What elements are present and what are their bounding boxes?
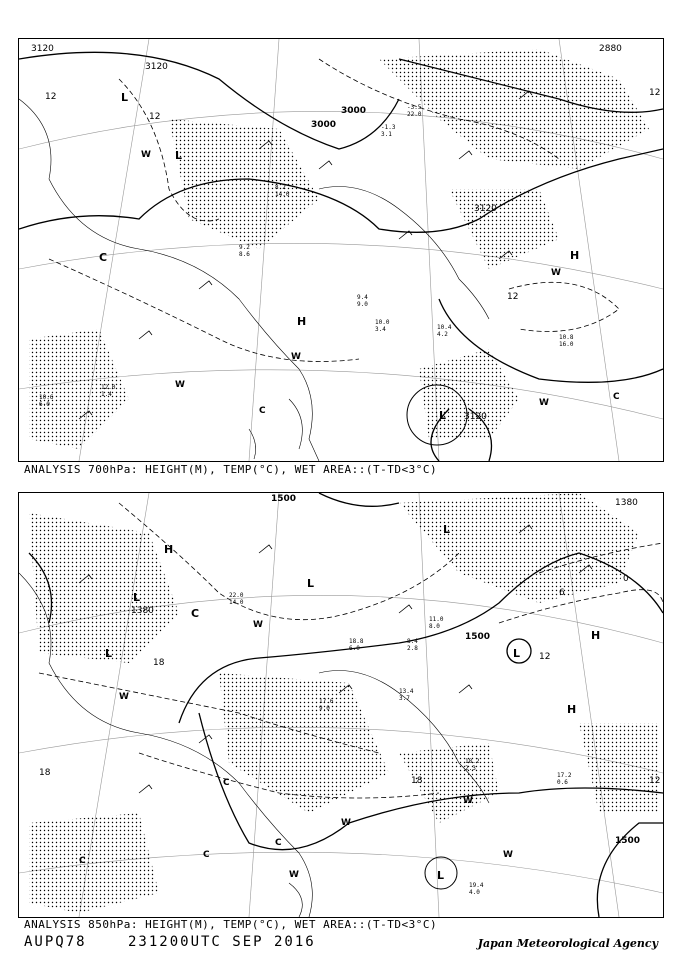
obs-value: 10.0 — [375, 319, 390, 326]
obs-value: 22.0 — [229, 592, 244, 599]
obs-value: 9.2 — [239, 244, 250, 251]
obs-value: 17.2 — [557, 772, 572, 779]
obs-value: 2.3 — [465, 765, 476, 772]
cold-marker: C — [191, 607, 200, 620]
obs-value: 3.1 — [381, 131, 392, 138]
high-marker: H — [570, 249, 580, 262]
obs-value: 6.0 — [349, 645, 360, 652]
contour-label: 3000 — [341, 106, 367, 116]
cold-marker: C — [223, 778, 230, 788]
low-marker: L — [307, 577, 315, 590]
contour-label: 3120 — [474, 204, 497, 214]
warm-marker: W — [253, 620, 263, 630]
obs-value: 14.0 — [275, 191, 290, 198]
cold-marker: C — [613, 392, 620, 402]
warm-marker: W — [539, 398, 549, 408]
obs-value: -3.5 — [407, 104, 422, 111]
obs-value: 4.2 — [437, 331, 448, 338]
obs-value: 14.0 — [229, 599, 244, 606]
obs-value: 3.7 — [399, 695, 410, 702]
obs-value: 11.0 — [429, 616, 444, 623]
isotherm-label: 6 — [559, 588, 565, 598]
high-marker: H — [567, 703, 577, 716]
obs-value: 22.0 — [407, 111, 422, 118]
isotherm-label: 12 — [649, 88, 661, 98]
isotherm-label: 12 — [149, 112, 161, 122]
contour-label: 1500 — [465, 632, 491, 642]
cold-marker: C — [203, 850, 210, 860]
cold-marker: C — [259, 406, 266, 416]
obs-value: 8.4 — [407, 638, 418, 645]
obs-value: 2.8 — [407, 645, 418, 652]
isotherm-label: 18 — [153, 658, 165, 668]
wet-area-700 — [29, 49, 649, 449]
low-marker: L — [437, 869, 445, 882]
valid-time: 231200UTC SEP 2016 — [128, 934, 316, 950]
obs-value: 4.0 — [469, 889, 480, 896]
high-marker: H — [164, 543, 174, 556]
map-panel-700hpa — [18, 38, 664, 462]
obs-value: -1.3 — [381, 124, 396, 131]
obs-value: 1.4 — [101, 391, 112, 398]
obs-value: 18.2 — [465, 758, 480, 765]
wet-area-850 — [29, 493, 659, 913]
warm-marker: W — [463, 796, 473, 806]
obs-value: 8.6 — [239, 251, 250, 258]
agency-credit: Japan Meteorological Agency — [477, 937, 658, 950]
warm-marker: W — [291, 352, 301, 362]
warm-marker: W — [341, 818, 351, 828]
obs-value: 18.8 — [349, 638, 364, 645]
panel-caption-700hpa: ANALYSIS 700hPa: HEIGHT(M), TEMP(°C), WET AREA::(T-TD<3°C) — [24, 463, 438, 476]
cold-marker: C — [99, 251, 108, 264]
contour-label: 1380 — [615, 498, 638, 508]
obs-value: 13.4 — [399, 688, 414, 695]
panel-caption-850hpa: ANALYSIS 850hPa: HEIGHT(M), TEMP(°C), WET AREA::(T-TD<3°C) — [24, 918, 438, 931]
warm-marker: W — [175, 380, 185, 390]
high-marker: H — [297, 315, 307, 328]
low-marker: L — [121, 91, 129, 104]
cold-marker: C — [275, 838, 282, 848]
warm-marker: W — [119, 692, 129, 702]
product-code: AUPQ78 — [24, 934, 87, 950]
contour-label: 3120 — [464, 412, 487, 422]
warm-marker: W — [503, 850, 513, 860]
obs-value: 19.4 — [469, 882, 484, 889]
contour-label: 1380 — [131, 606, 154, 616]
low-marker: L — [439, 409, 447, 422]
high-marker: H — [591, 629, 601, 642]
warm-marker: W — [289, 870, 299, 880]
obs-value: 3.4 — [375, 326, 386, 333]
obs-value: 0.6 — [557, 779, 568, 786]
obs-value: 16.0 — [559, 341, 574, 348]
map-panel-850hpa — [18, 492, 664, 918]
obs-value: 8.2 — [275, 184, 286, 191]
isotherm-label: 18 — [39, 768, 51, 778]
obs-value: 9.0 — [357, 301, 368, 308]
warm-marker: W — [551, 268, 561, 278]
obs-value: 10.4 — [437, 324, 452, 331]
isotherm-label: 0 — [623, 574, 629, 584]
isotherm-label: 12 — [539, 652, 551, 662]
contour-label: 1500 — [271, 494, 297, 504]
obs-value: 12.0 — [101, 384, 116, 391]
isotherm-label: 18 — [411, 776, 423, 786]
low-marker: L — [105, 647, 113, 660]
map-700hpa-canvas — [19, 39, 663, 461]
obs-value: 9.4 — [357, 294, 368, 301]
warm-marker: W — [141, 150, 151, 160]
obs-value: 10.8 — [559, 334, 574, 341]
obs-value: 6.0 — [39, 401, 50, 408]
obs-value: 9.0 — [319, 705, 330, 712]
obs-value: 17.6 — [319, 698, 334, 705]
isotherm-label: 12 — [45, 92, 57, 102]
contour-label: 1500 — [615, 836, 641, 846]
contour-label: 2880 — [599, 44, 622, 54]
low-marker: L — [513, 647, 521, 660]
low-marker: L — [443, 523, 451, 536]
contour-label: 3120 — [31, 44, 54, 54]
isotherm-label: 12 — [507, 292, 519, 302]
contour-label: 3120 — [145, 62, 168, 72]
obs-value: 8.0 — [429, 623, 440, 630]
cold-marker: C — [79, 856, 86, 866]
contour-label: 3000 — [311, 120, 337, 130]
isotherm-label: 12 — [649, 776, 661, 786]
obs-value: 10.6 — [39, 394, 54, 401]
map-850hpa-canvas — [19, 493, 663, 917]
low-marker: L — [133, 591, 141, 604]
low-marker: L — [175, 149, 183, 162]
